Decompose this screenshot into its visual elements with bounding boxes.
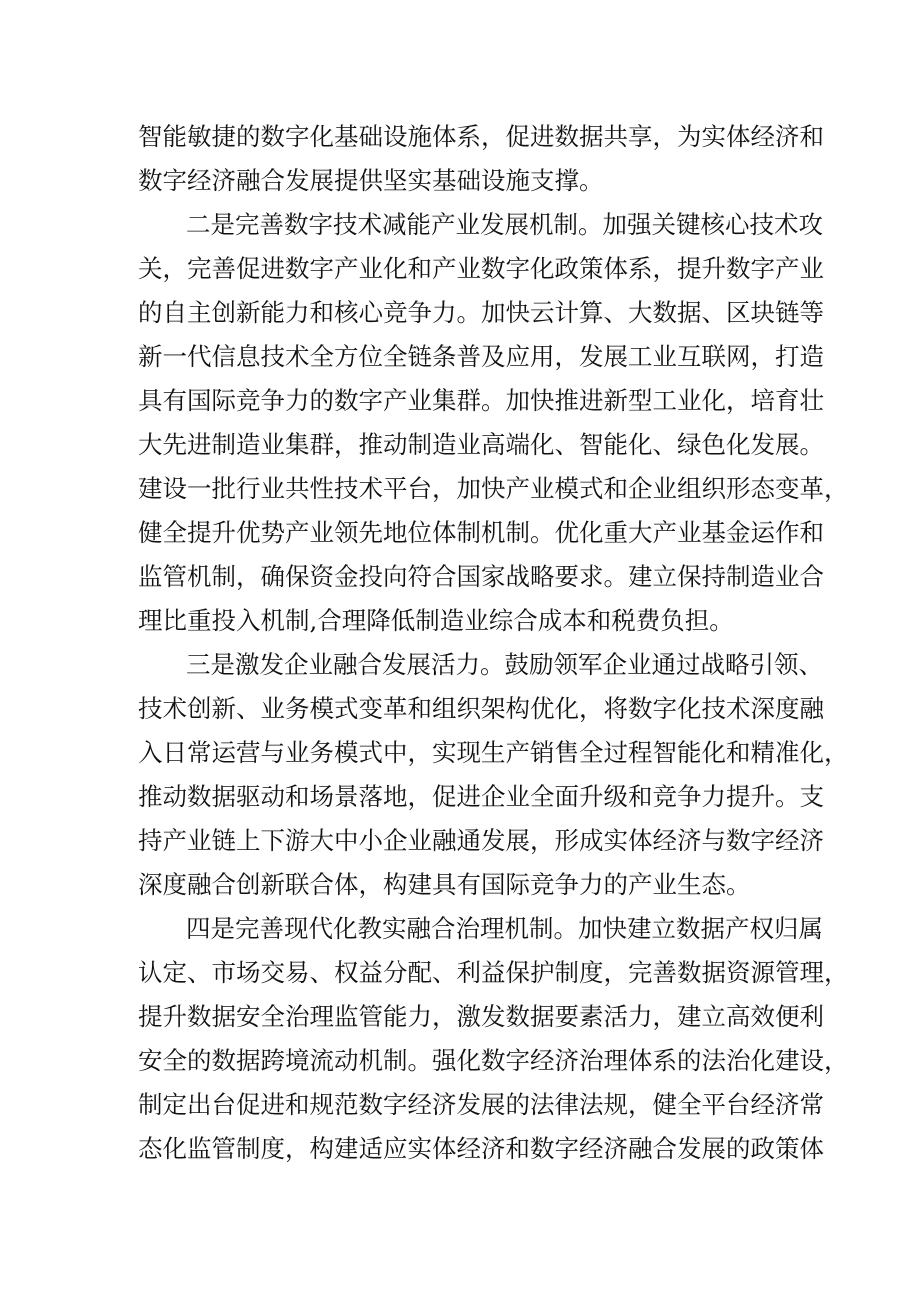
text-line: 监管机制，确保资金投向符合国家战略要求。建立保持制造业合 [138,562,824,591]
text-line: 具有国际竞争力的数字产业集群。加快推进新型工业化，培育壮 [138,386,824,415]
paragraph-start-line: 二是完善数字技术减能产业发展机制。加强关键核心技术攻 [186,210,823,239]
paragraph-start-line: 三是激发企业融合发展活力。鼓励领军企业通过战略引领、 [186,650,823,679]
text-line: 理比重投入机制,合理降低制造业综合成本和税费负担。 [138,606,734,635]
text-line: 制定出台促进和规范数字经济发展的法律法规，健全平台经济常 [138,1090,824,1119]
text-line: 新一代信息技术全方位全链条普及应用，发展工业互联网，打造 [138,342,824,371]
text-line: 建设一批行业共性技术平台，加快产业模式和企业组织形态变革， [138,474,849,503]
text-line: 智能敏捷的数字化基础设施体系，促进数据共享，为实体经济和 [138,122,824,151]
text-line: 关，完善促进数字产业化和产业数字化政策体系，提升数字产业 [138,254,824,283]
text-line: 数字经济融合发展提供坚实基础设施支撑。 [138,166,604,195]
text-line: 认定、市场交易、权益分配、利益保护制度，完善数据资源管理， [138,958,849,987]
text-line: 入日常运营与业务模式中，实现生产销售全过程智能化和精准化， [138,738,849,767]
text-line: 大先进制造业集群，推动制造业高端化、智能化、绿色化发展。 [138,430,824,459]
text-line: 推动数据驱动和场景落地，促进企业全面升级和竞争力提升。支 [138,782,824,811]
text-line: 安全的数据跨境流动机制。强化数字经济治理体系的法治化建设， [138,1046,849,1075]
text-line: 健全提升优势产业领先地位体制机制。优化重大产业基金运作和 [138,518,824,547]
text-line: 技术创新、业务模式变革和组织架构优化，将数字化技术深度融 [138,694,824,723]
text-line: 深度融合创新联合体，构建具有国际竞争力的产业生态。 [138,870,751,899]
text-line: 提升数据安全治理监管能力，激发数据要素活力，建立高效便利 [138,1002,824,1031]
text-line: 持产业链上下游大中小企业融通发展，形成实体经济与数字经济 [138,826,824,855]
text-line: 态化监管制度，构建适应实体经济和数字经济融合发展的政策体 [138,1134,824,1163]
text-line: 的自主创新能力和核心竞争力。加快云计算、大数据、区块链等 [138,298,824,327]
paragraph-start-line: 四是完善现代化教实融合治理机制。加快建立数据产权归属 [186,914,823,943]
